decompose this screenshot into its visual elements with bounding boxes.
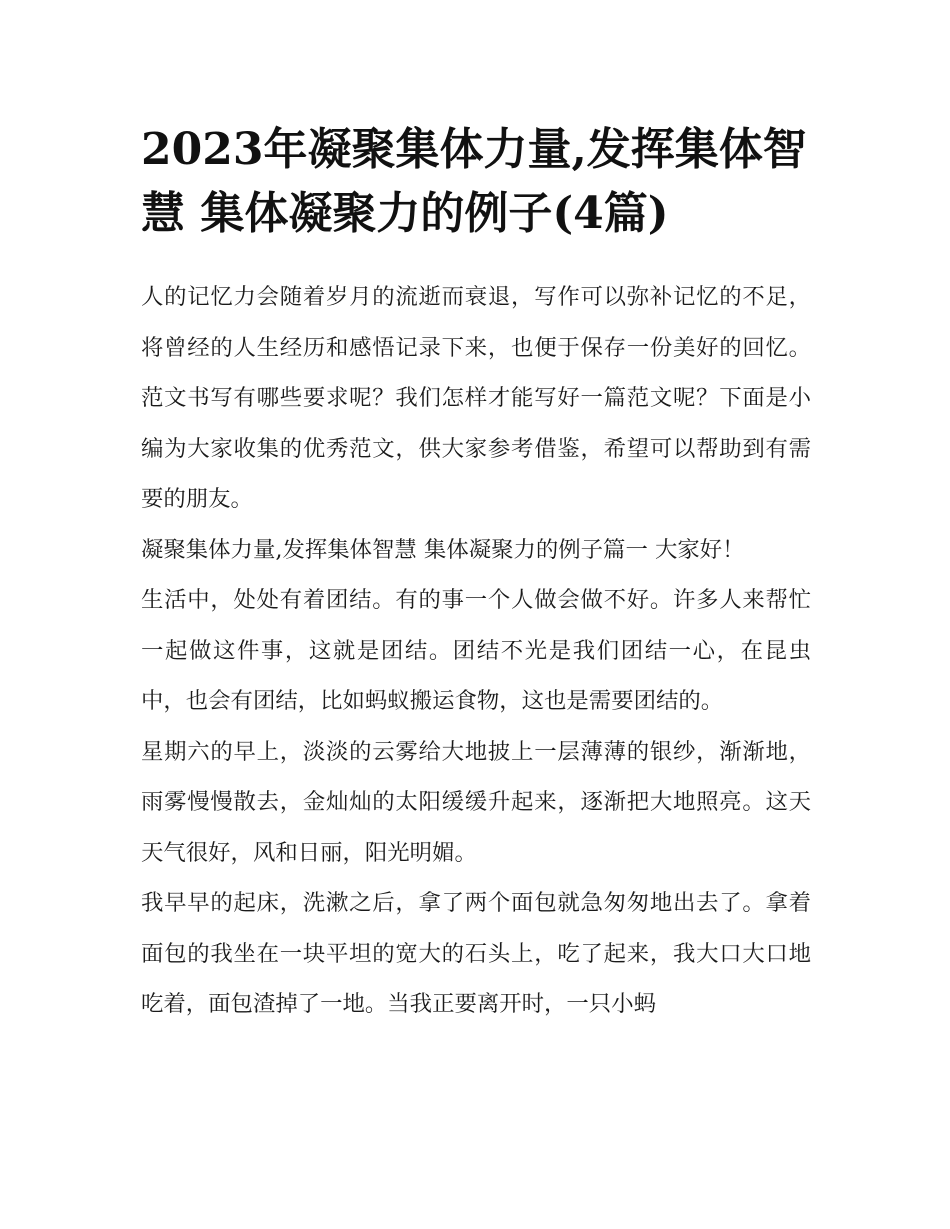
paragraph-saturday-morning: 星期六的早上，淡淡的云雾给大地披上一层薄薄的银纱，渐渐地，雨雾慢慢散去，金灿灿的太阳缓缓升起来，逐渐把大地照亮。这天天气很好，风和日丽，阳光明媚。	[141, 738, 811, 866]
paragraph-unity: 生活中，处处有着团结。有的事一个人做会做不好。许多人来帮忙一起做这件事，这就是团结。团结不光是我们团结一心，在昆虫中，也会有团结，比如蚂蚁搬运食物，这也是需要团结的。	[141, 587, 811, 714]
paragraph-intro: 人的记忆力会随着岁月的流逝而衰退，写作可以弥补记忆的不足，将曾经的人生经历和感悟记录下来，也便于保存一份美好的回忆。范文书写有哪些要求呢？我们怎样才能写好一篇范文呢？下面是小编为大家收集的优秀范文，供大家参考借鉴，希望可以帮助到有需要的朋友。	[141, 284, 811, 512]
document-content	[141, 118, 811, 1030]
document-title: 2023年凝聚集体力量,发挥集体智慧 集体凝聚力的例子(4篇)	[141, 124, 807, 239]
document-body	[141, 272, 811, 1030]
paragraph-breakfast: 我早早的起床，洗漱之后，拿了两个面包就急匆匆地出去了。拿着面包的我坐在一块平坦的宽大的石头上，吃了起来，我大口大口地吃着，面包渣掉了一地。当我正要离开时，一只小蚂	[141, 890, 811, 1017]
paragraph-section-heading: 凝聚集体力量,发挥集体智慧 集体凝聚力的例子篇一 大家好！	[141, 536, 745, 563]
